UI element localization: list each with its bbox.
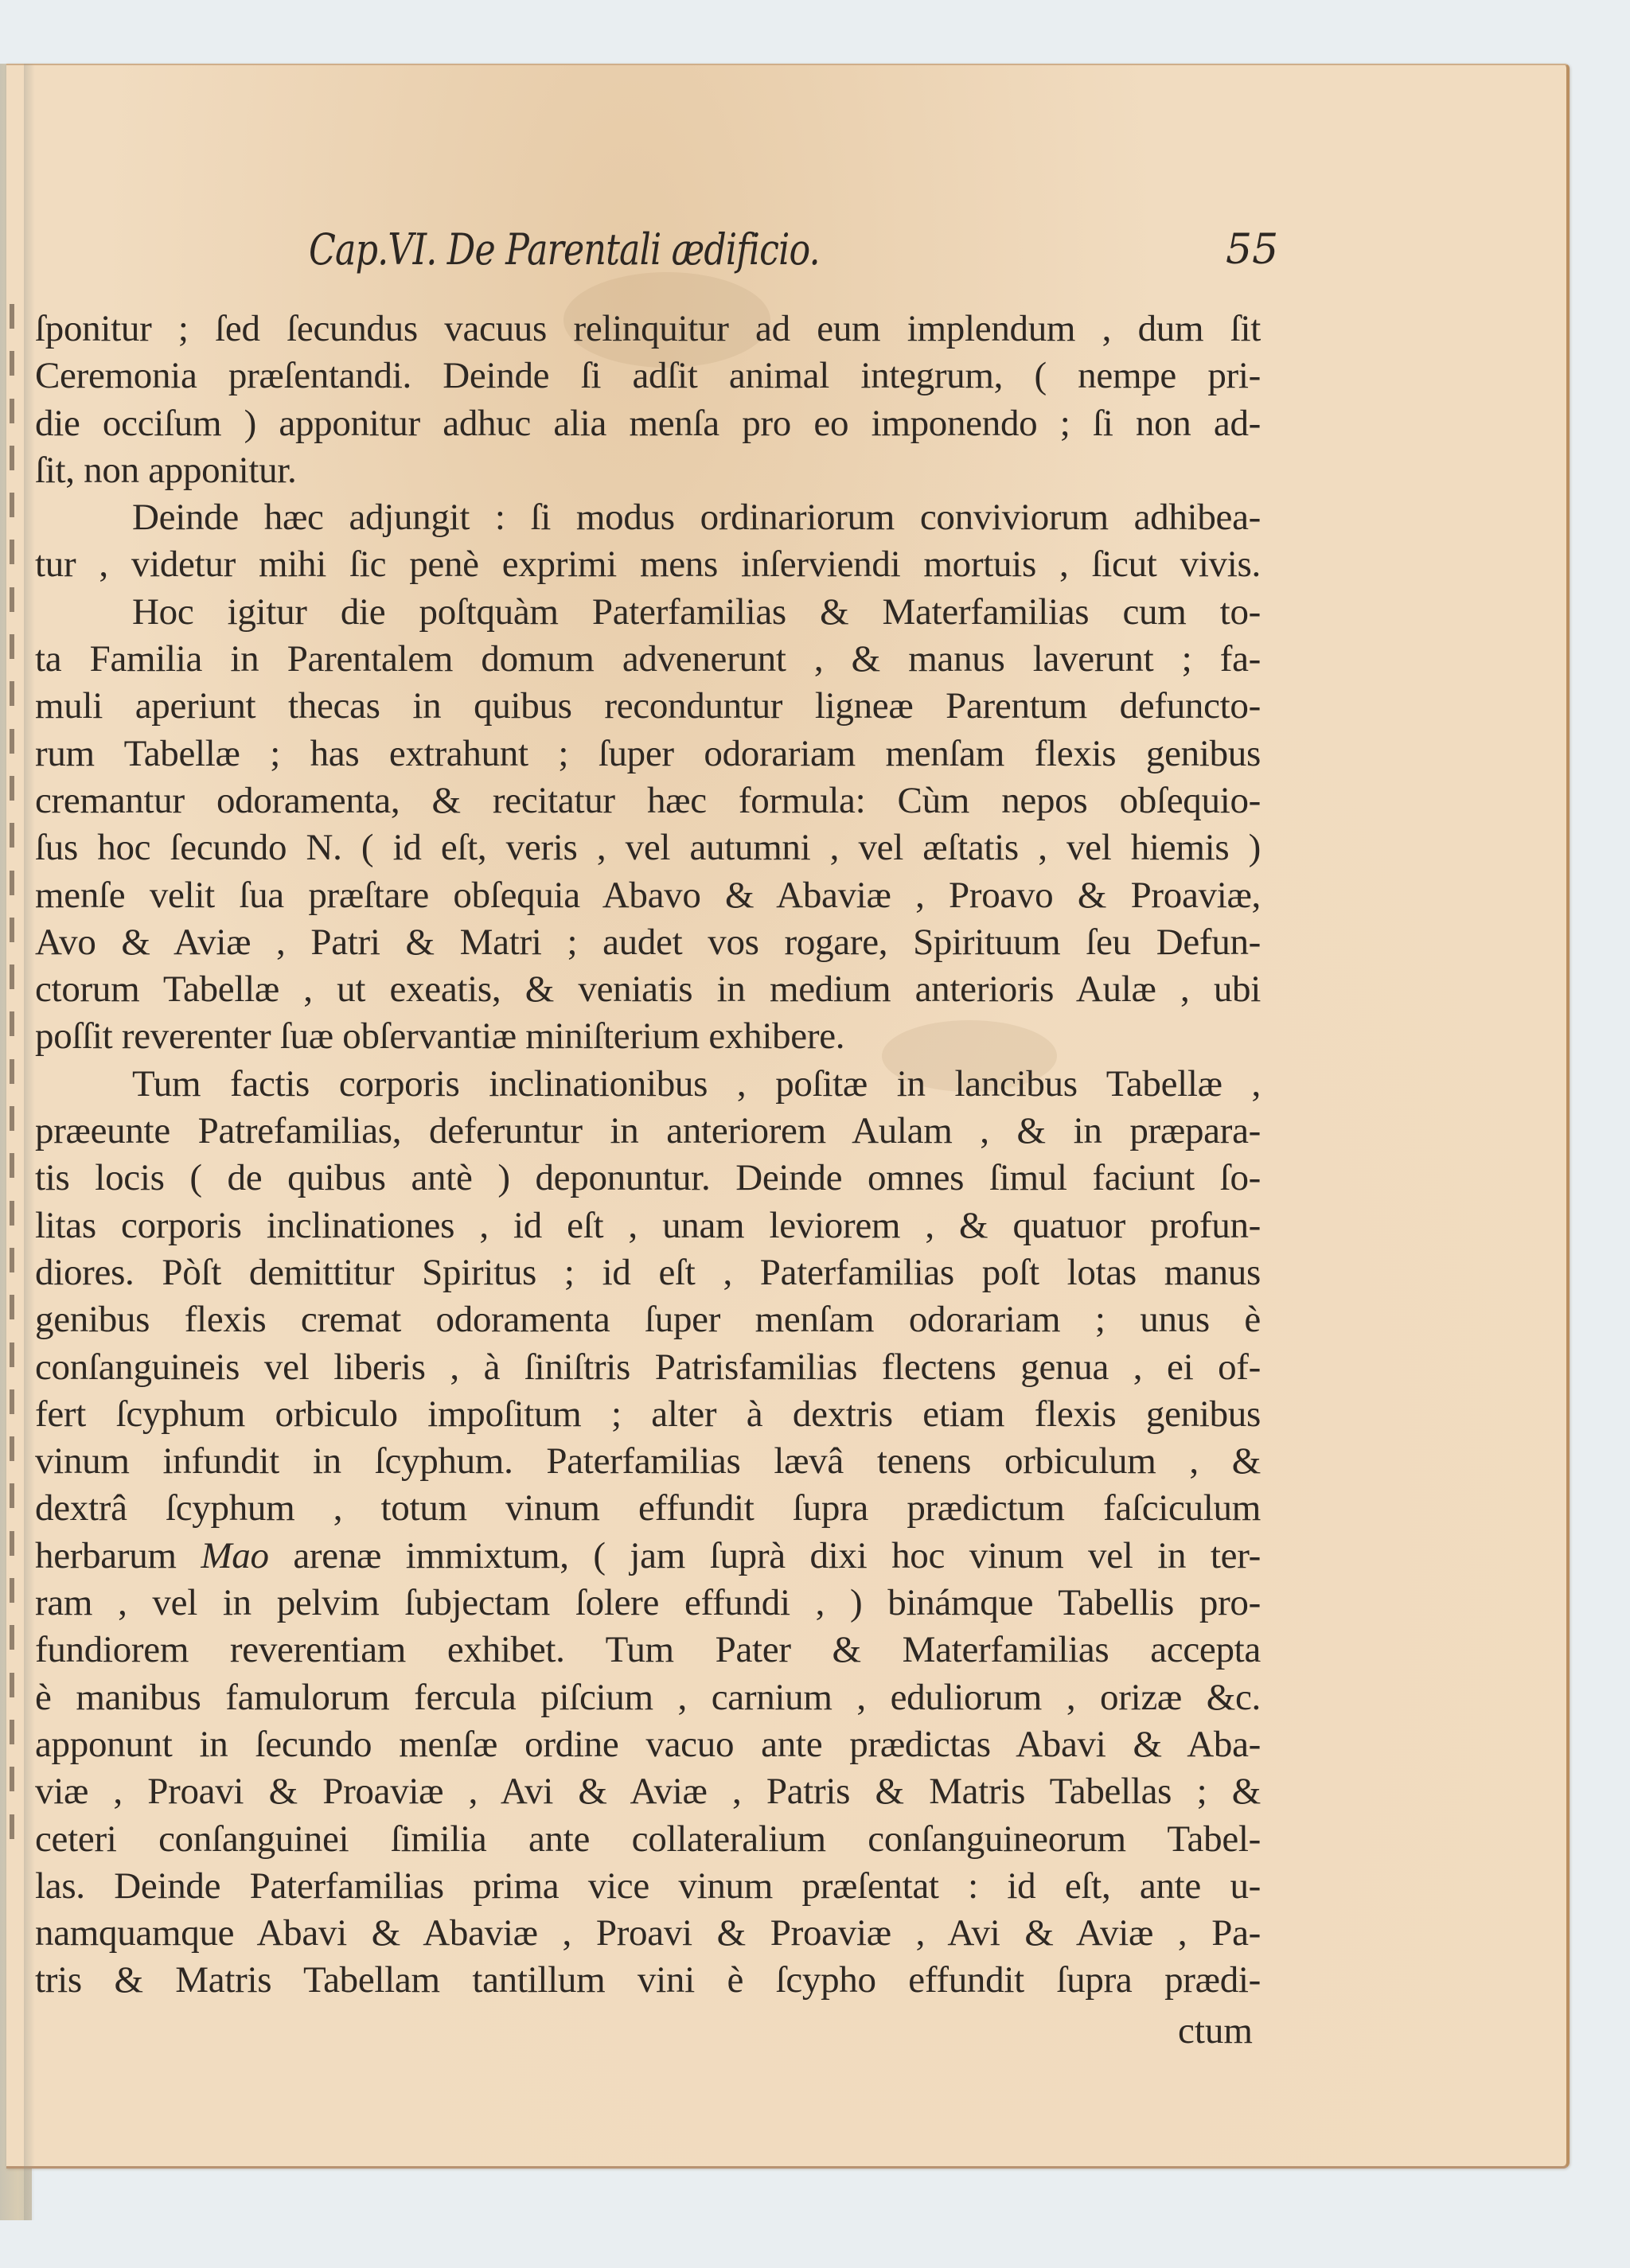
facing-page-letter-remnants bbox=[10, 304, 24, 1861]
text-line: diores. Pòſt demittitur Spiritus ; id eſt , Paterfamilias poſt lotas manus bbox=[35, 1251, 1261, 1293]
text-line: ſit, non apponitur. bbox=[35, 449, 297, 491]
edge-letter-remnant bbox=[10, 729, 14, 754]
text-line: fundiorem reverentiam exhibet. Tum Pater & Materfamilias accepta bbox=[35, 1629, 1261, 1671]
text-line: conſanguineis vel liberis , à ſiniſtris Patrisfamilias flectens genua , ei of- bbox=[35, 1346, 1261, 1388]
text-segment: arenæ immixtum, ( jam ſuprà dixi hoc vinum vel in ter- bbox=[268, 1534, 1261, 1576]
edge-letter-remnant bbox=[10, 1767, 14, 1791]
edge-letter-remnant bbox=[10, 1578, 14, 1603]
text-line: die occiſum ) apponitur adhuc alia menſa pro eo imponendo ; ſi non ad- bbox=[35, 402, 1261, 444]
edge-letter-remnant bbox=[10, 1342, 14, 1367]
text-line: tur , videtur mihi ſic penè exprimi mens inſerviendi mortuis , ſicut vivis. bbox=[35, 544, 1261, 586]
catchword: ctum bbox=[1178, 2009, 1253, 2052]
text-line: Tum factis corporis inclinationibus , poſitæ in lancibus Tabellæ , bbox=[132, 1062, 1261, 1105]
gutter-shadow bbox=[24, 64, 35, 2220]
text-line: muli aperiunt thecas in quibus reconduntur ligneæ Parentum defuncto- bbox=[35, 685, 1261, 727]
edge-letter-remnant bbox=[10, 1153, 14, 1178]
edge-letter-remnant bbox=[10, 681, 14, 706]
text-line: cremantur odoramenta, & recitatur hæc formula: Cùm nepos obſequio- bbox=[35, 779, 1261, 821]
text-line: ceteri conſanguinei ſimilia ante collateralium conſanguineorum Tabel- bbox=[35, 1818, 1261, 1860]
text-line: fert ſcyphum orbiculo impoſitum ; alter à dextris etiam flexis genibus bbox=[35, 1393, 1261, 1435]
book-page bbox=[6, 64, 1570, 2169]
text-line: vinum infundit in ſcyphum. Paterfamilias lævâ tenens orbiculum , & bbox=[35, 1440, 1261, 1483]
edge-letter-remnant bbox=[10, 1201, 14, 1226]
edge-letter-remnant bbox=[10, 493, 14, 517]
running-title: Cap.VI. De Parentali ædificio. bbox=[309, 224, 820, 275]
edge-letter-remnant bbox=[10, 399, 14, 423]
text-line bbox=[35, 1533, 1261, 1580]
edge-letter-remnant bbox=[10, 634, 14, 659]
text-line: ram , vel in pelvim ſubjectam ſolere effundi , ) binámque Tabellis pro- bbox=[35, 1582, 1261, 1624]
text-line: præeunte Patrefamilias, deferuntur in anteriorem Aulam , & in præpara- bbox=[35, 1110, 1261, 1152]
text-line: genibus flexis cremat odoramenta ſuper menſam odorariam ; unus è bbox=[35, 1299, 1261, 1341]
text-line: apponunt in ſecundo menſæ ordine vacuo ante prædictas Abavi & Aba- bbox=[35, 1723, 1261, 1765]
text-line: ctorum Tabellæ , ut exeatis, & veniatis in medium anterioris Aulæ , ubi bbox=[35, 968, 1261, 1011]
page-number: 55 bbox=[1226, 226, 1279, 274]
text-line: ſus hoc ſecundo N. ( id eſt, veris , vel autumni , vel æſtatis , vel hiemis ) bbox=[35, 827, 1261, 869]
edge-letter-remnant bbox=[10, 1625, 14, 1650]
edge-letter-remnant bbox=[10, 918, 14, 942]
text-line: namquamque Abavi & Abaviæ , Proavi & Proaviæ , Avi & Aviæ , Pa- bbox=[35, 1912, 1261, 1954]
edge-letter-remnant bbox=[10, 1295, 14, 1319]
edge-letter-remnant bbox=[10, 823, 14, 848]
edge-letter-remnant bbox=[10, 1389, 14, 1414]
text-line: è manibus famulorum fercula piſcium , carnium , eduliorum , orizæ &c. bbox=[35, 1676, 1261, 1718]
edge-letter-remnant bbox=[10, 1720, 14, 1744]
text-line: ta Familia in Parentalem domum advenerunt , & manus laverunt ; fa- bbox=[35, 638, 1261, 680]
edge-letter-remnant bbox=[10, 1673, 14, 1697]
text-line: menſe velit ſua præſtare obſequia Abavo & Abaviæ , Proavo & Proaviæ, bbox=[35, 874, 1261, 916]
text-segment: herbarum bbox=[35, 1534, 201, 1576]
edge-letter-remnant bbox=[10, 587, 14, 612]
edge-letter-remnant bbox=[10, 1483, 14, 1508]
edge-letter-remnant bbox=[10, 1106, 14, 1131]
text-line: litas corporis inclinationes , id eſt , unam leviorem , & quatuor profun- bbox=[35, 1204, 1261, 1246]
text-line: Deinde hæc adjungit : ſi modus ordinariorum conviviorum adhibea- bbox=[132, 497, 1261, 539]
edge-letter-remnant bbox=[10, 1248, 14, 1272]
edge-letter-remnant bbox=[10, 1436, 14, 1461]
text-line: rum Tabellæ ; has extrahunt ; ſuper odorariam menſam flexis genibus bbox=[35, 732, 1261, 774]
text-line: tis locis ( de quibus antè ) deponuntur. Deinde omnes ſimul faciunt ſo- bbox=[35, 1157, 1261, 1199]
italic-term: Mao bbox=[201, 1534, 269, 1576]
edge-letter-remnant bbox=[10, 871, 14, 895]
edge-letter-remnant bbox=[10, 1814, 14, 1839]
edge-letter-remnant bbox=[10, 1011, 14, 1036]
edge-letter-remnant bbox=[10, 964, 14, 989]
edge-letter-remnant bbox=[10, 776, 14, 801]
text-line: dextrâ ſcyphum , totum vinum effundit ſupra prædictum faſciculum bbox=[35, 1487, 1261, 1530]
text-line: las. Deinde Paterfamilias prima vice vinum præſentat : id eſt, ante u- bbox=[35, 1865, 1261, 1907]
text-line: viæ , Proavi & Proaviæ , Avi & Aviæ , Patris & Matris Tabellas ; & bbox=[35, 1771, 1261, 1813]
text-line: tris & Matris Tabellam tantillum vini è ſcypho effundit ſupra prædi- bbox=[35, 1959, 1261, 2001]
page-header bbox=[6, 216, 1566, 288]
edge-letter-remnant bbox=[10, 1059, 14, 1084]
edge-letter-remnant bbox=[10, 1531, 14, 1556]
text-line: Hoc igitur die poſtquàm Paterfamilias & Materfamilias cum to- bbox=[132, 590, 1261, 633]
text-line: ſponitur ; ſed ſecundus vacuus relinquitur ad eum implendum , dum ſit bbox=[35, 308, 1261, 349]
edge-letter-remnant bbox=[10, 304, 14, 329]
text-line: Ceremonia præſentandi. Deinde ſi adſit animal integrum, ( nempe pri- bbox=[35, 355, 1261, 397]
edge-letter-remnant bbox=[10, 351, 14, 376]
body-text bbox=[35, 306, 1261, 2055]
edge-letter-remnant bbox=[10, 540, 14, 564]
text-line: poſſit reverenter ſuæ obſervantiæ miniſterium exhibere. bbox=[35, 1015, 845, 1058]
edge-letter-remnant bbox=[10, 446, 14, 470]
text-line: Avo & Aviæ , Patri & Matri ; audet vos rogare, Spirituum ſeu Defun- bbox=[35, 921, 1261, 963]
